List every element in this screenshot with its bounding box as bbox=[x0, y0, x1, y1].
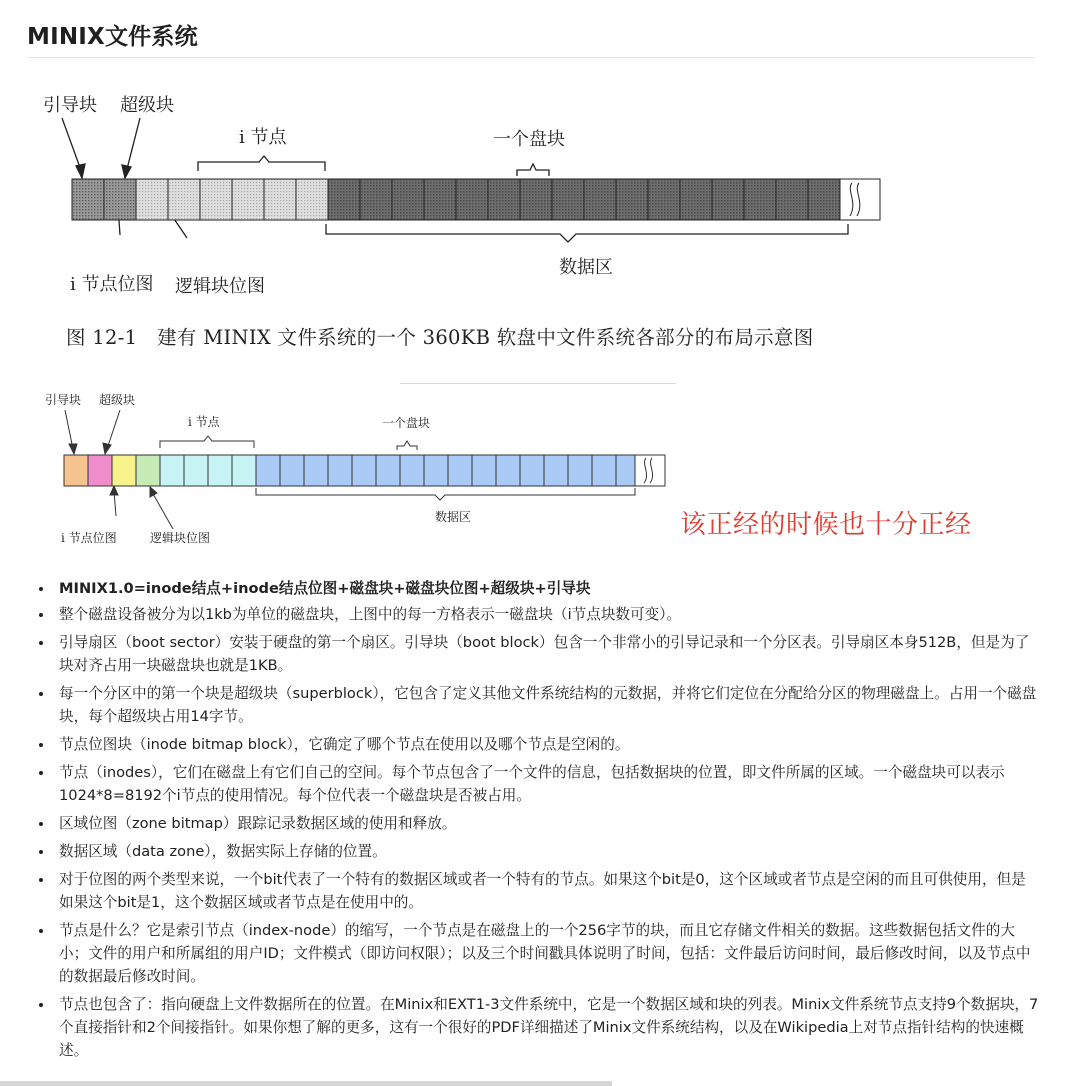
fig2-one-block-label: 一个盘块 bbox=[382, 416, 431, 430]
data-cell bbox=[400, 455, 424, 486]
zone-bitmap-cell bbox=[136, 455, 160, 486]
fig1-zone-bitmap-label: 逻辑块位图 bbox=[175, 276, 265, 297]
minix-layout-diagram-color bbox=[40, 386, 680, 556]
inode-cell bbox=[184, 455, 208, 486]
fig2-boot-block-label: 引导块 bbox=[45, 393, 82, 407]
fig2-data-zone-label: 数据区 bbox=[435, 510, 472, 524]
list-item: 节点也包含了：指向硬盘上文件数据所在的位置。在Minix和EXT1-3文件系统中，它是一个数据区域和块的列表。Minix文件系统节点支持9个数据块，7个直接指针和2个间接指针。如果你想了解的更多，这有一个很好的PDF详细描述了Minix文件系统结构，以及在Wikipedia上对节点指针结构的快速概述。 bbox=[30, 993, 1040, 1062]
data-cell bbox=[328, 455, 352, 486]
data-cell bbox=[376, 455, 400, 486]
fig1-super-block-label: 超级块 bbox=[120, 95, 174, 116]
data-cell bbox=[448, 455, 472, 486]
section-divider bbox=[400, 383, 676, 384]
data-cell bbox=[592, 455, 616, 486]
list-item: 节点位图块（inode bitmap block），它确定了哪个节点在使用以及哪个节点是空闲的。 bbox=[30, 733, 1040, 756]
inode-cell bbox=[232, 455, 256, 486]
slogan-text: 该正经的时候也十分正经 bbox=[680, 510, 972, 540]
data-cell bbox=[352, 455, 376, 486]
fig1-one-block-label: 一个盘块 bbox=[493, 129, 565, 150]
data-cell bbox=[568, 455, 592, 486]
data-cell bbox=[544, 455, 568, 486]
data-cell bbox=[280, 455, 304, 486]
figure-caption: 图 12-1 建有 MINIX 文件系统的一个 360KB 软盘中文件系统各部分的布局示意图 bbox=[66, 326, 814, 349]
page-title: MINIX文件系统 bbox=[27, 24, 198, 50]
fig2-zone-bitmap-label: 逻辑块位图 bbox=[150, 531, 211, 545]
notes-list bbox=[30, 577, 1040, 1067]
data-cell bbox=[616, 455, 635, 486]
fig1-inodes-label: i 节点 bbox=[239, 127, 287, 148]
list-item: 数据区域（data zone），数据实际上存储的位置。 bbox=[30, 840, 1040, 863]
fig2-inode-bitmap-label: i 节点位图 bbox=[61, 531, 117, 545]
fig1-data-zone-label: 数据区 bbox=[559, 257, 613, 278]
fig1-boot-block-label: 引导块 bbox=[43, 95, 97, 116]
list-item: 区域位图（zone bitmap）跟踪记录数据区域的使用和释放。 bbox=[30, 812, 1040, 835]
strip-end-cell bbox=[635, 455, 665, 486]
inode-bitmap-cell bbox=[112, 455, 136, 486]
data-cell bbox=[256, 455, 280, 486]
data-cell bbox=[496, 455, 520, 486]
list-item: 引导扇区（boot sector）安装于硬盘的第一个扇区。引导块（boot block）包含一个非常小的引导记录和一个分区表。引导扇区本身512B，但是为了块对齐占用一块磁盘块也就是1KB。 bbox=[30, 631, 1040, 677]
fig1-inode-bitmap-label: i 节点位图 bbox=[70, 274, 154, 295]
inode-cell bbox=[208, 455, 232, 486]
boot-block-cell bbox=[64, 455, 88, 486]
data-cell bbox=[472, 455, 496, 486]
fig2-block-strip bbox=[64, 455, 665, 486]
list-item: 整个磁盘设备被分为以1kb为单位的磁盘块，上图中的每一方格表示一磁盘块（i节点块数可变）。 bbox=[30, 603, 1040, 626]
list-item: 节点是什么？它是索引节点（index-node）的缩写，一个节点是在磁盘上的一个256字节的块，而且它存储文件相关的数据。这些数据包括文件的大小；文件的用户和所属组的用户ID；文件模式（即访问权限）；以及三个时间戳具体说明了时间，包括：文件最后访问时间，最后修改时间，以及节点中的数据最后修改时间。 bbox=[30, 919, 1040, 988]
minix-layout-diagram-scan bbox=[40, 80, 900, 310]
fig2-inodes-label: i 节点 bbox=[188, 415, 220, 429]
list-item: 每一个分区中的第一个块是超级块（superblock），它包含了定义其他文件系统结构的元数据，并将它们定位在分配给分区的物理磁盘上。占用一个磁盘块，每个超级块占用14字节。 bbox=[30, 682, 1040, 728]
fig1-block-strip bbox=[72, 179, 880, 220]
list-item: 节点（inodes），它们在磁盘上有它们自己的空间。每个节点包含了一个文件的信息，包括数据块的位置，即文件所属的区域。一个磁盘块可以表示1024*8=8192个i节点的使用情况。每个位代表一个磁盘块是否被占用。 bbox=[30, 761, 1040, 807]
data-cell bbox=[520, 455, 544, 486]
window-bottom-edge bbox=[0, 1081, 612, 1086]
fig2-super-block-label: 超级块 bbox=[99, 393, 136, 407]
list-item: 对于位图的两个类型来说，一个bit代表了一个特有的数据区域或者一个特有的节点。如果这个bit是0，这个区域或者节点是空闲的而且可供使用，但是如果这个bit是1，这个数据区域或者节点是在使用中的。 bbox=[30, 868, 1040, 914]
data-cell bbox=[304, 455, 328, 486]
data-cell bbox=[424, 455, 448, 486]
list-item: MINIX1.0=inode结点+inode结点位图+磁盘块+磁盘块位图+超级块+引导块 bbox=[30, 577, 1040, 600]
super-block-cell bbox=[88, 455, 112, 486]
inode-cell bbox=[160, 455, 184, 486]
title-divider bbox=[27, 57, 1035, 58]
